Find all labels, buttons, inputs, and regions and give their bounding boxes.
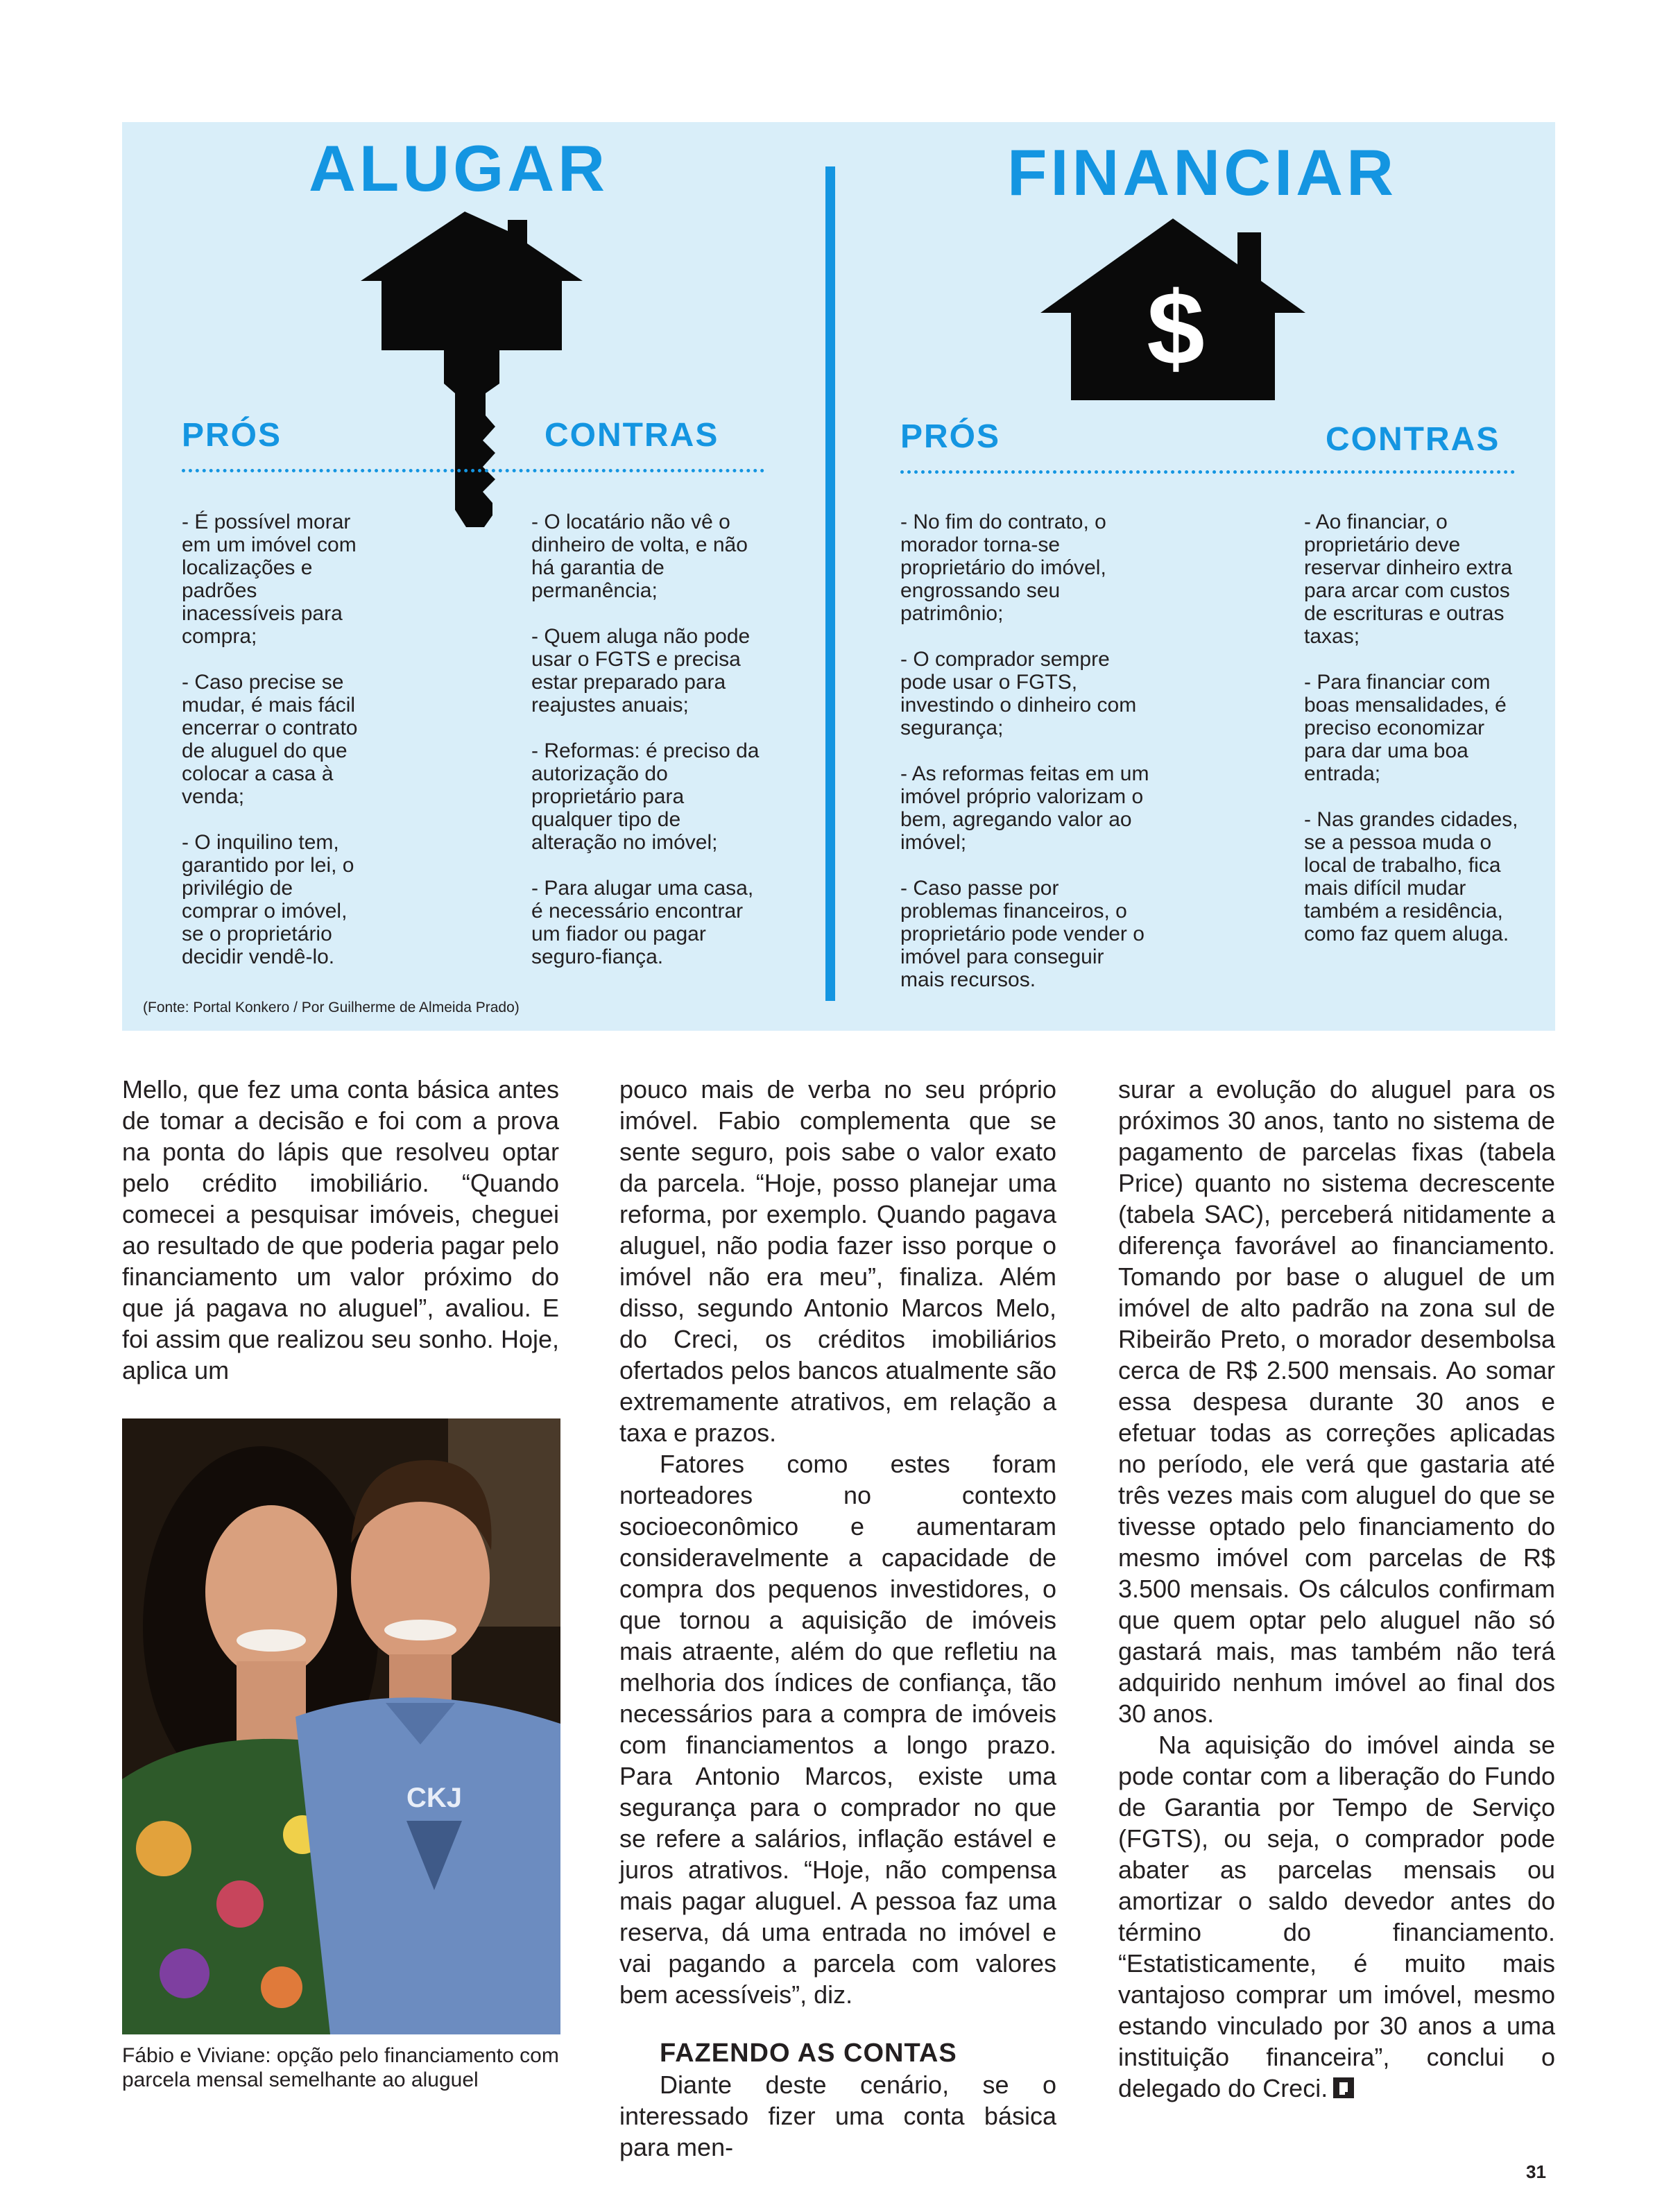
financiar-title: FINANCIAR <box>1007 136 1397 209</box>
list-item: - É possível morar em um imóvel com localizações e padrões inacessíveis para compra; <box>182 511 357 648</box>
list-item: - Ao financiar, o proprietário deve reservar dinheiro extra para arcar com custos de escrituras e outras taxas; <box>1304 511 1513 648</box>
infographic-source: (Fonte: Portal Konkero / Por Guilherme de Almeida Prado) <box>143 1000 520 1015</box>
list-item: - O inquilino tem, garantido por lei, o privilégio de comprar o imóvel, se o proprietário decidir vendê-lo. <box>182 831 354 968</box>
article-paragraph: Fatores como estes foram norteadores no contexto socioeconômico e aumentaram consideravelmente a capacidade de compra dos pequenos investidores, o que tornou a aquisição de imóveis mais atraente, além do que refletiu na melhoria dos índices de confiança, tão necessários para a compra de imóveis com financiamentos a longo prazo. Para Antonio Marcos, existe uma segurança para o comprador no que se refere a salários, inflação estável e juros atrativos. “Hoje, não compensa mais pagar aluguel. A pessoa faz uma reserva, dá uma entrada no imóvel e vai pagando a parcela com valores bem acessíveis”, diz. <box>619 1450 1056 2009</box>
alugar-title: ALUGAR <box>309 132 609 205</box>
house-dollar-icon <box>1040 218 1305 400</box>
alugar-pros-list <box>182 511 369 991</box>
shirt-logo-text: CKJ <box>406 1783 463 1813</box>
list-item: - Para alugar uma casa, é necessário encontrar um fiador ou pagar seguro-fiança. <box>531 877 754 968</box>
list-item: - Quem aluga não pode usar o FGTS e precisa estar preparado para reajustes anuais; <box>531 625 751 717</box>
alugar-pros-label: PRÓS <box>182 417 282 454</box>
svg-text:$: $ <box>1147 270 1205 386</box>
list-item: - Caso passe por problemas financeiros, o proprietário pode vender o imóvel para conseguir mais recursos. <box>900 877 1145 991</box>
page-number: 31 <box>1526 2161 1546 2182</box>
end-mark-icon <box>1333 2077 1354 2098</box>
alugar-contras-label: CONTRAS <box>545 417 719 454</box>
financiar-contras-list <box>1304 511 1526 968</box>
article-paragraph: Na aquisição do imóvel ainda se pode contar com a liberação do Fundo de Garantia por Tempo de Serviço (FGTS), ou seja, o comprador pode abater as parcelas mensais ou amortizar o saldo devedor antes do término do financiamento. “Estatisticamente, é muito mais vantajoso comprar um imóvel, mesmo estando vinculado por 30 anos a uma instituição financeira”, conclui o delegado do Creci. <box>1118 1731 1555 2102</box>
list-item: - As reformas feitas em um imóvel próprio valorizam o bem, agregando valor ao imóvel; <box>900 762 1149 854</box>
list-item: - Caso precise se mudar, é mais fácil encerrar o contrato de aluguel do que colocar a casa à venda; <box>182 671 358 808</box>
couple-photo <box>122 1418 560 2034</box>
article-paragraph: surar a evolução do aluguel para os próximos 30 anos, tanto no sistema de pagamento de parcelas fixas (tabela Price) quanto no sistema decrescente (tabela SAC), perceberá nitidamente a diferença favorável ao financiamento. Tomando por base o aluguel de um imóvel de alto padrão na zona sul de Ribeirão Preto, o morador desembolsa cerca de R$ 2.500 mensais. Ao somar essa despesa durante 30 anos e efetuar todas as correções aplicadas no período, ele verá que gastaria até três vezes mais com aluguel do que se tivesse optado pelo financiamento do mesmo imóvel com parcelas de R$ 3.500 mensais. Os cálculos confirmam que quem optar pelo aluguel não só gastará mais, mas também não terá adquirido nenhum imóvel ao final dos 30 anos. <box>1118 1075 1555 1728</box>
article-column-1 <box>122 1074 559 1386</box>
photo-caption: Fábio e Viviane: opção pelo financiamento com parcela mensal semelhante ao aluguel <box>122 2044 559 2091</box>
alugar-contras-list <box>531 511 760 991</box>
financiar-contras-label: CONTRAS <box>1326 421 1500 458</box>
list-item: - O locatário não vê o dinheiro de volta, e não há garantia de permanência; <box>531 511 748 602</box>
list-item: - Para financiar com boas mensalidades, é preciso economizar para dar uma boa entrada; <box>1304 671 1507 785</box>
article-column-3 <box>1118 1074 1555 2104</box>
article-column-2 <box>619 1074 1056 2163</box>
section-subhead: FAZENDO AS CONTAS <box>660 2039 957 2068</box>
house-key-icon <box>361 212 583 527</box>
financiar-dotted-rule <box>900 470 1515 474</box>
financiar-pros-label: PRÓS <box>900 418 1001 455</box>
center-divider <box>825 166 835 1001</box>
list-item: - O comprador sempre pode usar o FGTS, investindo o dinheiro com segurança; <box>900 648 1137 739</box>
article-paragraph: pouco mais de verba no seu próprio imóvel. Fabio complementa que se sente seguro, pois sabe o valor exato da parcela. “Hoje, posso planejar uma reforma, por exemplo. Quando pagava aluguel, não podia fazer isso porque o imóvel não era meu”, finaliza. Além disso, segundo Antonio Marcos Melo, do Creci, os créditos imobiliários ofertados pelos bancos atualmente são extremamente atrativos, em relação a taxa e prazos. <box>619 1075 1056 1447</box>
list-item: - No fim do contrato, o morador torna-se proprietário do imóvel, engrossando seu patrimônio; <box>900 511 1106 625</box>
financiar-pros-list <box>900 511 1150 1014</box>
article-paragraph: Diante deste cenário, se o interessado fizer uma conta básica para men- <box>619 2070 1056 2161</box>
article-paragraph: Mello, que fez uma conta básica antes de tomar a decisão e foi com a prova na ponta do lápis que resolveu optar pelo crédito imobiliário. “Quando comecei a pesquisar imóveis, cheguei ao resultado de que poderia pagar pelo financiamento um valor próximo do que já pagava no aluguel”, avaliou. E foi assim que realizou seu sonho. Hoje, aplica um <box>122 1075 559 1384</box>
alugar-dotted-rule <box>182 469 764 472</box>
list-item: - Nas grandes cidades, se a pessoa muda o local de trabalho, fica mais difícil mudar também a residência, como faz quem aluga. <box>1304 808 1518 945</box>
list-item: - Reformas: é preciso da autorização do proprietário para qualquer tipo de alteração no imóvel; <box>531 739 760 854</box>
